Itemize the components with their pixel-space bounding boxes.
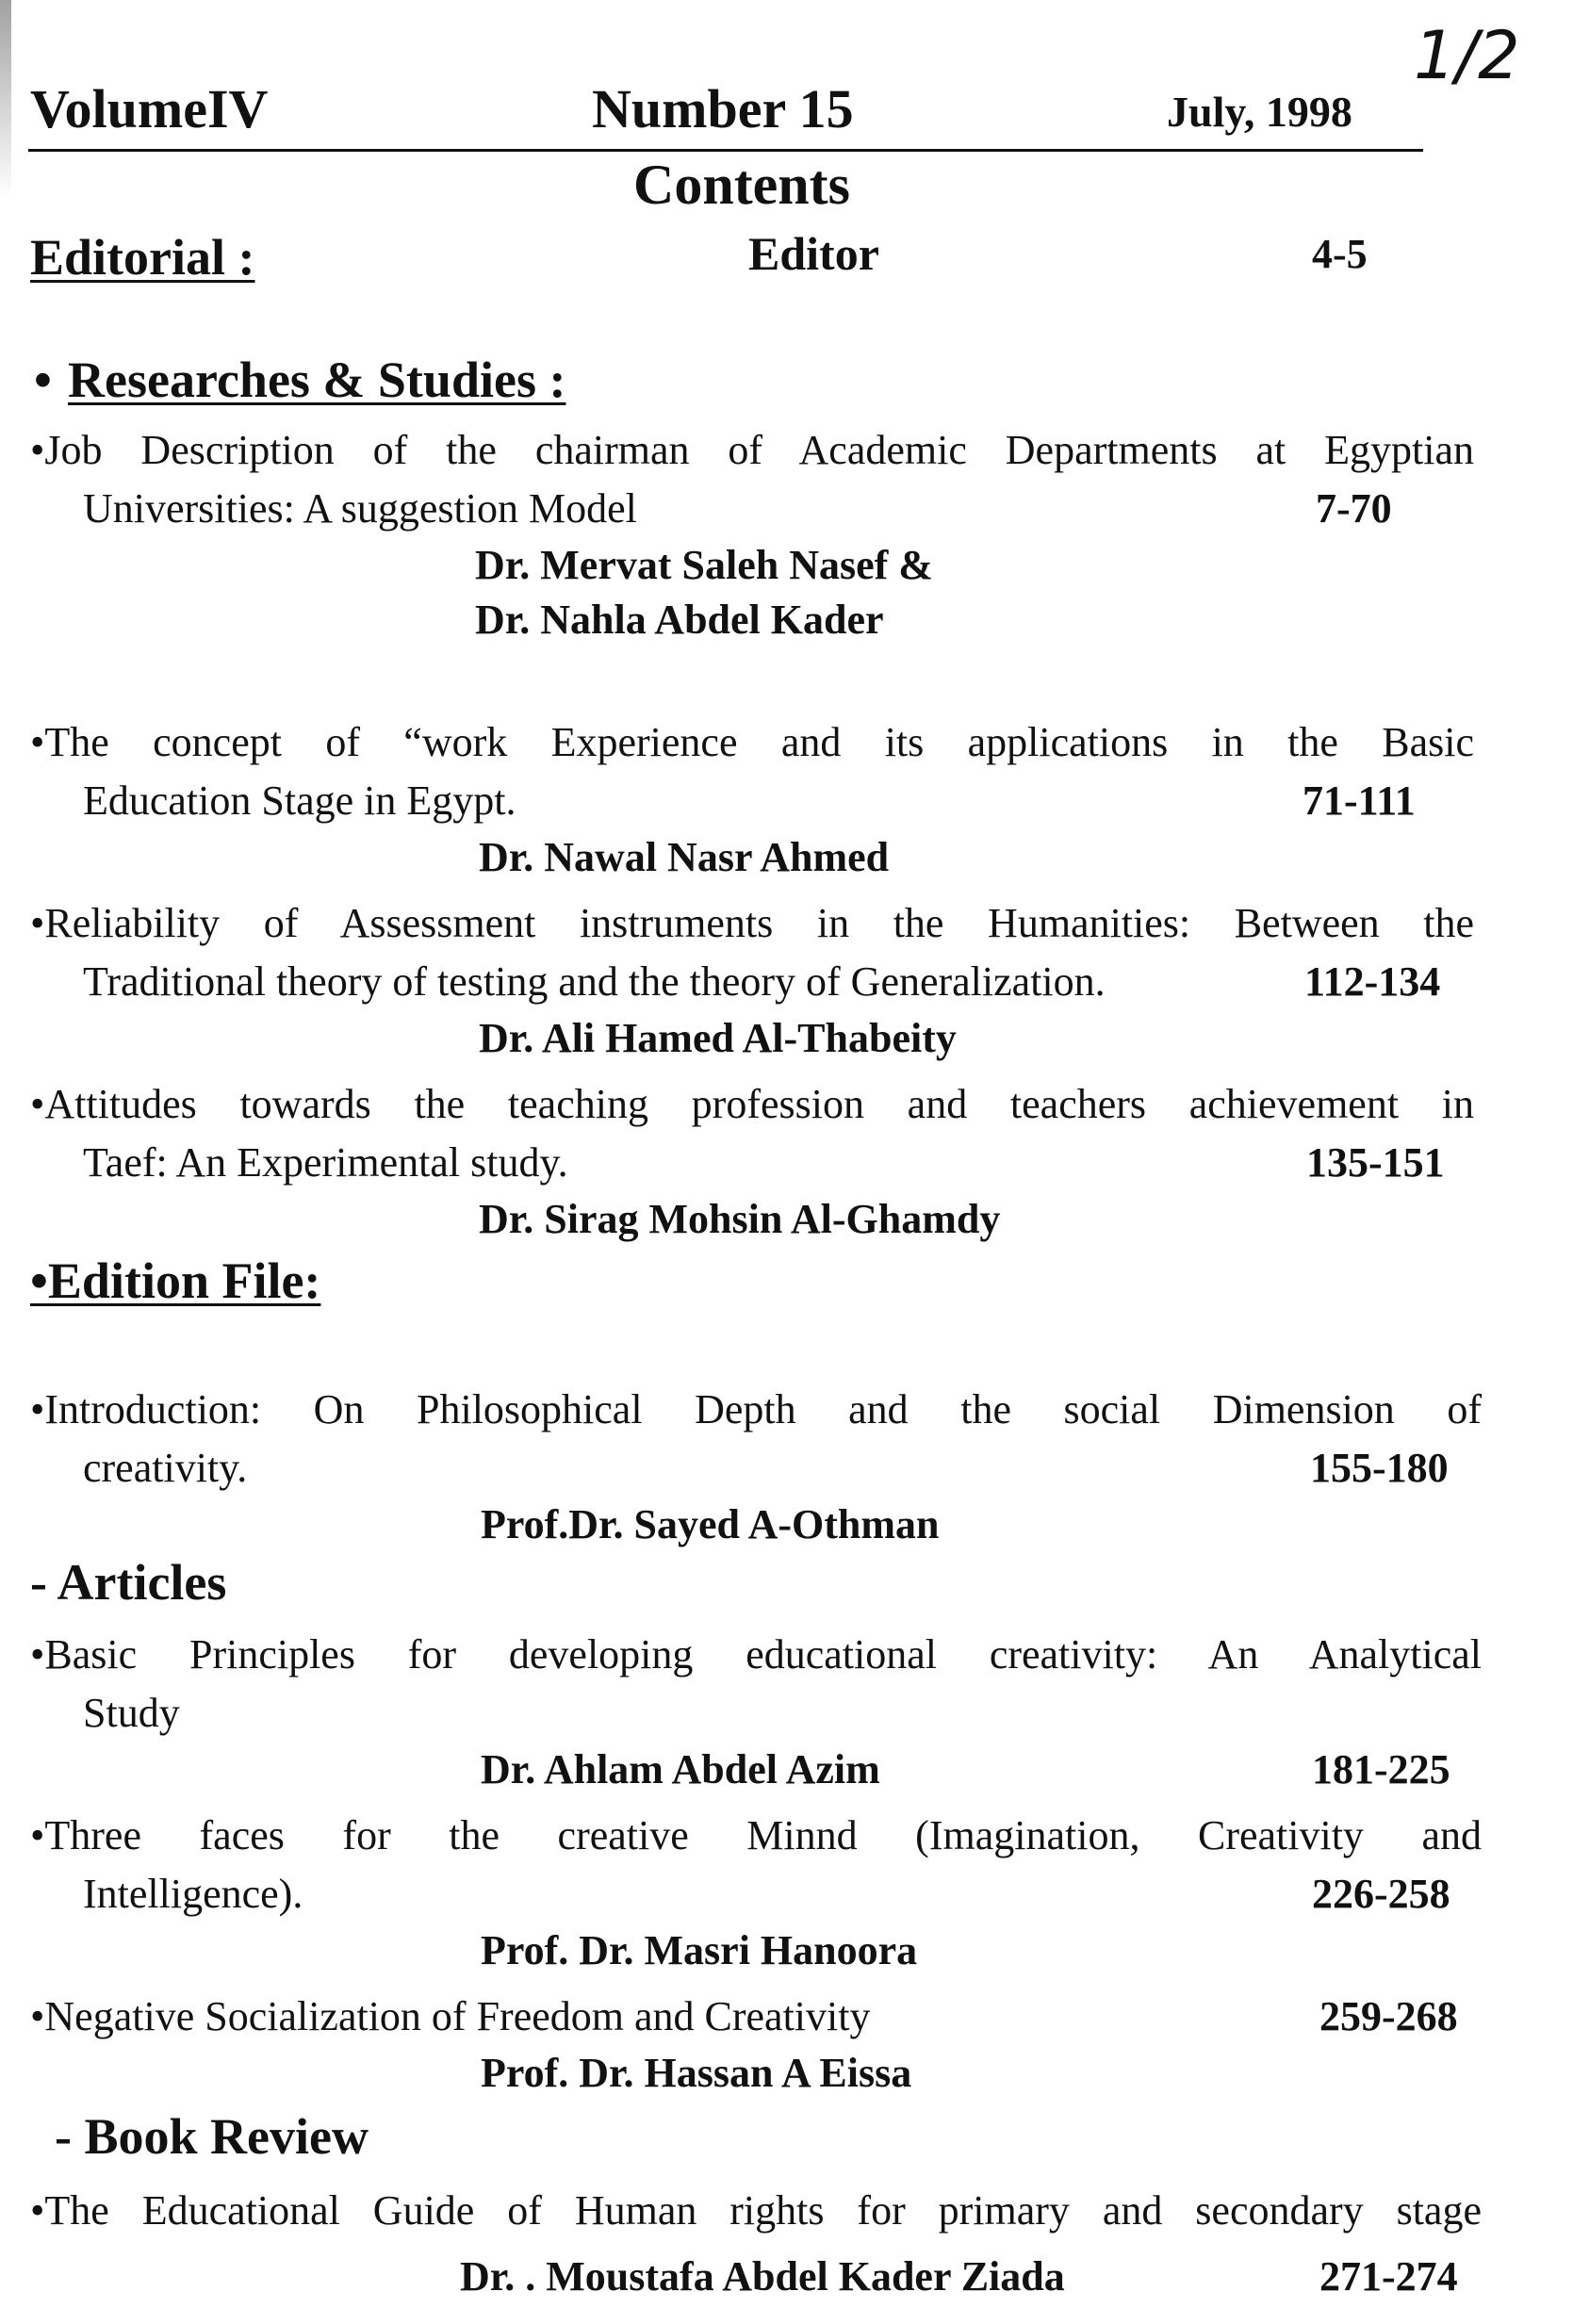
articles-heading: - Articles [30,1554,227,1611]
research-2-line2: Education Stage in Egypt. [83,777,516,824]
article-1-line2: Study [83,1690,180,1736]
research-1-pages: 7-70 [1316,485,1392,532]
article-3-author: Prof. Dr. Hassan A Eissa [481,2050,912,2096]
research-1-line1: •Job Description of the chairman of Academic Departments at Egyptian [30,427,1474,473]
editorial-pages: 4-5 [1312,231,1368,277]
book-review-line1: •The Educational Guide of Human rights for primary and secondary stage [30,2187,1482,2234]
edition-intro-line2: creativity. [83,1445,248,1491]
research-2-line1: •The concept of “work Experience and its applications in the Basic [30,719,1474,765]
research-2-pages: 71-111 [1303,777,1416,824]
research-3-line2: Traditional theory of testing and the theory of Generalization. [83,958,1106,1005]
article-2-author: Prof. Dr. Masri Hanoora [481,1927,918,1973]
book-review-author: Dr. . Moustafa Abdel Kader Ziada [460,2253,1065,2299]
edition-file-heading-text: •Edition File: [30,1252,321,1309]
research-1-author-1: Dr. Mervat Saleh Nasef & [475,542,933,588]
research-4-pages: 135-151 [1306,1139,1445,1186]
researches-heading: Researches & Studies : [68,352,566,408]
header-rule [28,149,1423,152]
issue-number: Number 15 [592,78,854,139]
edition-intro-line1: •Introduction: On Philosophical Depth and the social Dimension of [30,1386,1482,1432]
contents-title: Contents [633,154,851,216]
volume-label: VolumeIV [30,78,269,139]
research-4-line1: •Attitudes towards the teaching profession and teachers achievement in [30,1081,1474,1127]
research-3-line1: •Reliability of Assessment instruments in the Humanities: Between the [30,900,1474,946]
book-review-heading: - Book Review [55,2108,369,2165]
editorial-label: Editorial : [30,229,255,286]
article-2-line1: •Three faces for the creative Minnd (Imagination, Creativity and [30,1812,1482,1858]
research-3-author: Dr. Ali Hamed Al-Thabeity [479,1015,957,1061]
article-2-line2: Intelligence). [83,1871,303,1917]
article-1-pages: 181-225 [1312,1746,1450,1792]
research-1-line2: Universities: A suggestion Model [83,485,637,532]
research-3-pages: 112-134 [1304,958,1441,1005]
edition-file-heading [30,1252,320,1310]
research-4-author: Dr. Sirag Mohsin Al-Ghamdy [479,1196,1001,1242]
researches-bullet: • [34,352,52,408]
book-review-pages: 271-274 [1319,2253,1458,2299]
edition-intro-pages: 155-180 [1310,1445,1449,1491]
research-2-author: Dr. Nawal Nasr Ahmed [479,834,890,880]
research-4-line2: Taef: An Experimental study. [83,1139,568,1186]
article-1-line1: •Basic Principles for developing educational creativity: An Analytical [30,1631,1482,1678]
edition-intro-author: Prof.Dr. Sayed A-Othman [481,1501,940,1547]
article-1-author: Dr. Ahlam Abdel Azim [481,1746,880,1792]
article-2-pages: 226-258 [1312,1871,1450,1917]
article-3-line1: •Negative Socialization of Freedom and Creativity [30,1993,871,2039]
issue-date: July, 1998 [1167,88,1352,136]
article-3-pages: 259-268 [1319,1993,1458,2039]
scan-edge-mark [0,0,11,198]
handwritten-note: 1/2 [1414,17,1520,94]
research-1-author-2: Dr. Nahla Abdel Kader [475,597,884,643]
editorial-author: Editor [748,227,879,280]
